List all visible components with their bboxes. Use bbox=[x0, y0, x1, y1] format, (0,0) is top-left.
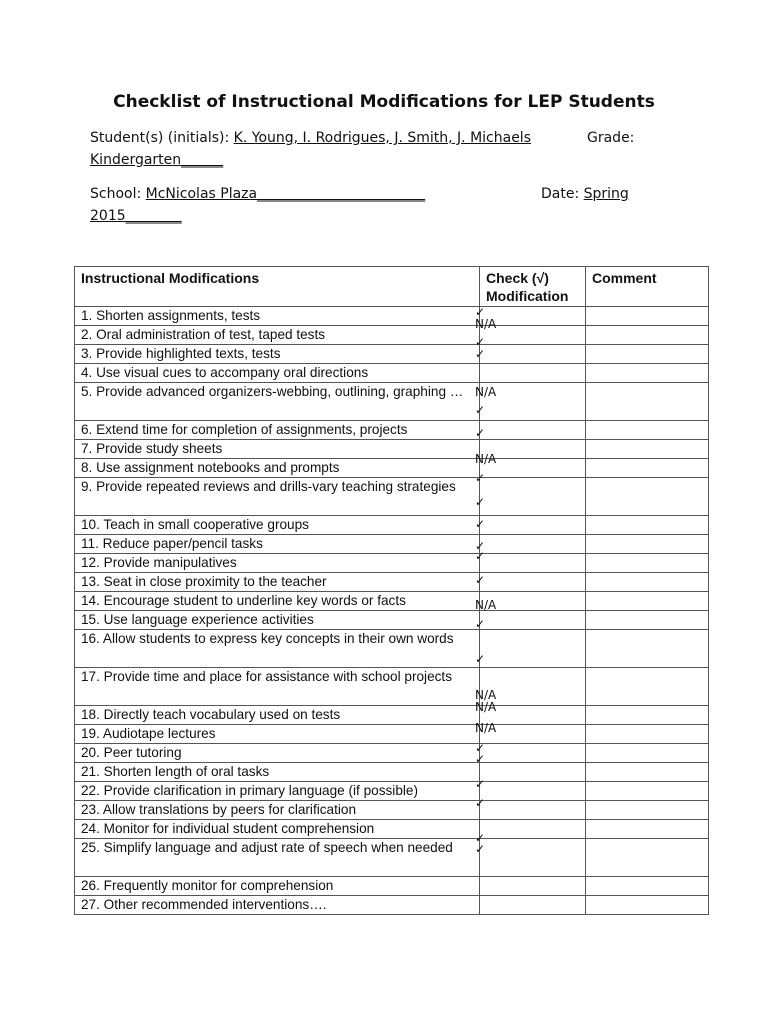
check-cell[interactable] bbox=[480, 459, 586, 478]
row-text: 2. Oral administration of test, taped tests bbox=[75, 326, 480, 345]
table-row bbox=[75, 839, 709, 877]
row-text: 26. Frequently monitor for comprehension bbox=[75, 877, 480, 896]
header-check-line2: Modification bbox=[486, 288, 569, 304]
check-cell[interactable] bbox=[480, 877, 586, 896]
table-row bbox=[75, 782, 709, 801]
table-row bbox=[75, 421, 709, 440]
check-mark: ✓ bbox=[475, 517, 486, 531]
header-check bbox=[480, 267, 586, 307]
na-mark: N/A bbox=[475, 317, 497, 331]
check-mark: ✓ bbox=[475, 495, 486, 509]
table-row bbox=[75, 307, 709, 326]
comment-cell[interactable] bbox=[586, 307, 709, 326]
school-blank: ________________________ bbox=[257, 186, 426, 202]
row-text: 1. Shorten assignments, tests bbox=[75, 307, 480, 326]
comment-cell[interactable] bbox=[586, 744, 709, 763]
check-cell[interactable] bbox=[480, 345, 586, 364]
check-mark: ✓ bbox=[475, 549, 486, 563]
na-mark: N/A bbox=[475, 700, 497, 714]
check-mark: ✓ bbox=[475, 617, 486, 631]
page-title: Checklist of Instructional Modifications for LEP Students bbox=[113, 92, 655, 112]
check-mark: ✓ bbox=[475, 426, 486, 440]
check-cell[interactable] bbox=[480, 535, 586, 554]
na-mark: N/A bbox=[475, 385, 497, 399]
check-mark: ✓ bbox=[475, 573, 486, 587]
row-text: 10. Teach in small cooperative groups bbox=[75, 516, 480, 535]
table-row bbox=[75, 877, 709, 896]
row-text: 20. Peer tutoring bbox=[75, 744, 480, 763]
check-cell[interactable] bbox=[480, 782, 586, 801]
comment-cell[interactable] bbox=[586, 820, 709, 839]
table-row bbox=[75, 326, 709, 345]
header-comment: Comment bbox=[586, 267, 709, 307]
table-row bbox=[75, 383, 709, 421]
check-cell[interactable] bbox=[480, 668, 586, 706]
check-cell[interactable] bbox=[480, 801, 586, 820]
students-value: K. Young, I. Rodrigues, J. Smith, J. Michaels bbox=[233, 130, 531, 146]
date-label: Date: bbox=[541, 186, 580, 202]
check-cell[interactable] bbox=[480, 896, 586, 915]
comment-cell[interactable] bbox=[586, 459, 709, 478]
table-row bbox=[75, 706, 709, 725]
check-mark: ✓ bbox=[475, 842, 486, 856]
check-mark: ✓ bbox=[475, 539, 486, 553]
row-text: 18. Directly teach vocabulary used on tests bbox=[75, 706, 480, 725]
check-cell[interactable] bbox=[480, 706, 586, 725]
table-row bbox=[75, 763, 709, 782]
row-text: 27. Other recommended interventions…. bbox=[75, 896, 480, 915]
na-mark: N/A bbox=[475, 721, 497, 735]
grade-label: Grade: bbox=[587, 130, 635, 146]
check-cell[interactable] bbox=[480, 763, 586, 782]
row-text: 25. Simplify language and adjust rate of speech when needed bbox=[75, 839, 480, 877]
row-text: 5. Provide advanced organizers-webbing, outlining, graphing … bbox=[75, 383, 480, 421]
grade-blank: ______ bbox=[181, 152, 224, 168]
comment-cell[interactable] bbox=[586, 573, 709, 592]
check-mark: ✓ bbox=[475, 471, 486, 485]
table-row bbox=[75, 573, 709, 592]
table-row bbox=[75, 725, 709, 744]
school-value: McNicolas Plaza bbox=[145, 186, 258, 202]
check-cell[interactable] bbox=[480, 611, 586, 630]
row-text: 11. Reduce paper/pencil tasks bbox=[75, 535, 480, 554]
comment-cell[interactable] bbox=[586, 554, 709, 573]
table-row bbox=[75, 345, 709, 364]
row-text: 16. Allow students to express key concepts in their own words bbox=[75, 630, 480, 668]
check-mark: ✓ bbox=[475, 652, 486, 666]
na-mark: N/A bbox=[475, 452, 497, 466]
comment-cell[interactable] bbox=[586, 706, 709, 725]
table-row bbox=[75, 364, 709, 383]
comment-cell[interactable] bbox=[586, 801, 709, 820]
table-row bbox=[75, 668, 709, 706]
table-row bbox=[75, 630, 709, 668]
check-mark: ✓ bbox=[475, 347, 486, 361]
check-cell[interactable] bbox=[480, 820, 586, 839]
row-text: 19. Audiotape lectures bbox=[75, 725, 480, 744]
check-cell[interactable] bbox=[480, 383, 586, 421]
table-row bbox=[75, 535, 709, 554]
table-row bbox=[75, 459, 709, 478]
comment-cell[interactable] bbox=[586, 364, 709, 383]
na-mark: N/A bbox=[475, 688, 497, 702]
check-cell[interactable] bbox=[480, 516, 586, 535]
date-line-2 bbox=[90, 208, 182, 224]
row-text: 13. Seat in close proximity to the teacher bbox=[75, 573, 480, 592]
table-row bbox=[75, 554, 709, 573]
check-mark: ✓ bbox=[475, 831, 486, 845]
check-mark: ✓ bbox=[475, 741, 486, 755]
check-mark: ✓ bbox=[475, 777, 486, 791]
comment-cell[interactable] bbox=[586, 725, 709, 744]
comment-cell[interactable] bbox=[586, 383, 709, 421]
check-mark: ✓ bbox=[475, 796, 486, 810]
check-mark: ✓ bbox=[475, 752, 486, 766]
row-text: 22. Provide clarification in primary language (if possible) bbox=[75, 782, 480, 801]
row-text: 4. Use visual cues to accompany oral directions bbox=[75, 364, 480, 383]
comment-cell[interactable] bbox=[586, 782, 709, 801]
school-label: School: bbox=[90, 186, 142, 202]
check-mark: ✓ bbox=[475, 335, 486, 349]
row-text: 9. Provide repeated reviews and drills-vary teaching strategies bbox=[75, 478, 480, 516]
header-modifications: Instructional Modifications bbox=[75, 267, 480, 307]
table-row bbox=[75, 516, 709, 535]
check-cell[interactable] bbox=[480, 725, 586, 744]
check-mark: ✓ bbox=[475, 305, 486, 319]
check-cell[interactable] bbox=[480, 554, 586, 573]
check-cell[interactable] bbox=[480, 573, 586, 592]
modifications-table bbox=[74, 266, 709, 915]
check-cell[interactable] bbox=[480, 421, 586, 440]
comment-cell[interactable] bbox=[586, 877, 709, 896]
check-cell[interactable] bbox=[480, 839, 586, 877]
grade-value: Kindergarten bbox=[90, 152, 182, 168]
comment-cell[interactable] bbox=[586, 896, 709, 915]
header-check-line1: Check (√) bbox=[486, 270, 549, 286]
check-cell[interactable] bbox=[480, 744, 586, 763]
na-mark: N/A bbox=[475, 598, 497, 612]
table-row bbox=[75, 440, 709, 459]
check-cell[interactable] bbox=[480, 440, 586, 459]
table-row bbox=[75, 801, 709, 820]
table-row bbox=[75, 592, 709, 611]
row-text: 21. Shorten length of oral tasks bbox=[75, 763, 480, 782]
row-text: 17. Provide time and place for assistance with school projects bbox=[75, 668, 480, 706]
comment-cell[interactable] bbox=[586, 345, 709, 364]
row-text: 6. Extend time for completion of assignments, projects bbox=[75, 421, 480, 440]
comment-cell[interactable] bbox=[586, 478, 709, 516]
comment-cell[interactable] bbox=[586, 440, 709, 459]
students-label: Student(s) (initials): bbox=[90, 130, 230, 146]
row-text: 12. Provide manipulatives bbox=[75, 554, 480, 573]
comment-cell[interactable] bbox=[586, 839, 709, 877]
school-line bbox=[90, 186, 425, 202]
row-text: 8. Use assignment notebooks and prompts bbox=[75, 459, 480, 478]
row-text: 14. Encourage student to underline key words or facts bbox=[75, 592, 480, 611]
table-row bbox=[75, 478, 709, 516]
check-cell[interactable] bbox=[480, 326, 586, 345]
check-cell[interactable] bbox=[480, 630, 586, 668]
date-value-1: Spring bbox=[583, 186, 629, 202]
comment-cell[interactable] bbox=[586, 516, 709, 535]
check-mark: ✓ bbox=[475, 403, 486, 417]
comment-cell[interactable] bbox=[586, 535, 709, 554]
comment-cell[interactable] bbox=[586, 668, 709, 706]
check-cell[interactable] bbox=[480, 478, 586, 516]
date-line bbox=[541, 186, 629, 202]
check-cell[interactable] bbox=[480, 592, 586, 611]
check-cell[interactable] bbox=[480, 364, 586, 383]
row-text: 3. Provide highlighted texts, tests bbox=[75, 345, 480, 364]
comment-cell[interactable] bbox=[586, 326, 709, 345]
comment-cell[interactable] bbox=[586, 763, 709, 782]
comment-cell[interactable] bbox=[586, 592, 709, 611]
table-row bbox=[75, 744, 709, 763]
table-header-row bbox=[75, 267, 709, 307]
check-cell[interactable] bbox=[480, 307, 586, 326]
comment-cell[interactable] bbox=[586, 630, 709, 668]
row-text: 23. Allow translations by peers for clarification bbox=[75, 801, 480, 820]
date-blank: ________ bbox=[125, 208, 182, 224]
date-value-2: 2015 bbox=[90, 208, 126, 224]
table-row bbox=[75, 820, 709, 839]
comment-cell[interactable] bbox=[586, 611, 709, 630]
comment-cell[interactable] bbox=[586, 421, 709, 440]
table-row bbox=[75, 896, 709, 915]
row-text: 15. Use language experience activities bbox=[75, 611, 480, 630]
students-line bbox=[90, 130, 531, 146]
row-text: 7. Provide study sheets bbox=[75, 440, 480, 459]
table-row bbox=[75, 611, 709, 630]
grade-line bbox=[90, 152, 223, 168]
row-text: 24. Monitor for individual student comprehension bbox=[75, 820, 480, 839]
